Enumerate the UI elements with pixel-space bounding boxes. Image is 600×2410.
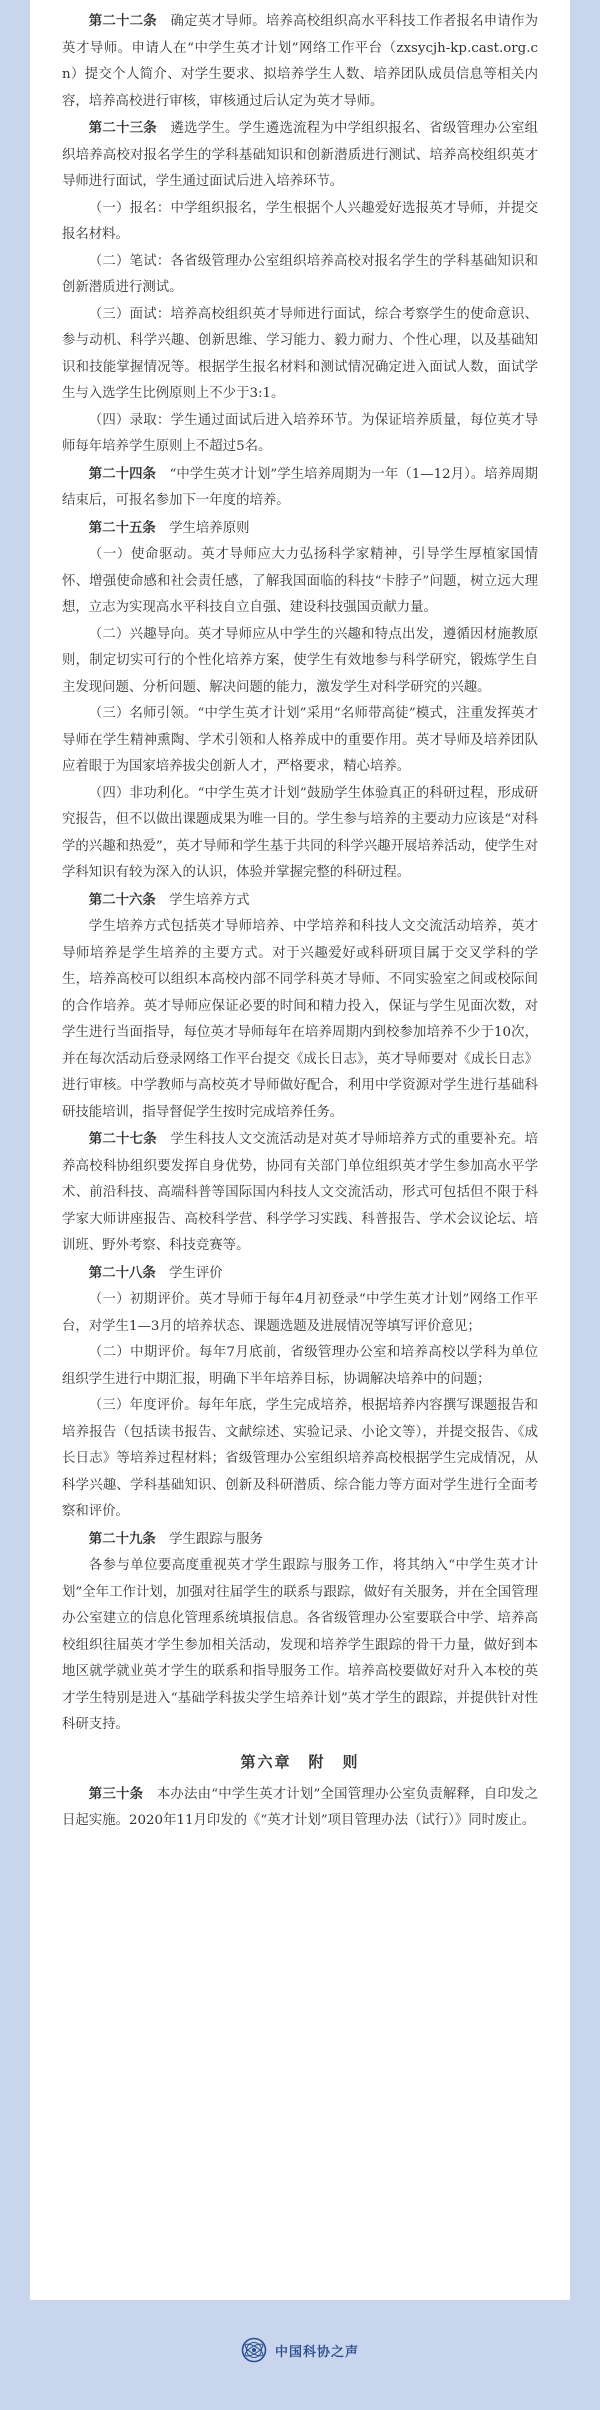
paragraph-text: （四）录取：学生通过面试后进入培养环节。为保证培养质量，每位英才导师每年培养学生原则上不超过5名。 (62, 412, 538, 454)
footer-brand (0, 2330, 600, 2370)
article-lead: 第二十九条 (88, 1530, 156, 1547)
article-lead: 第二十七条 (88, 1131, 157, 1147)
chapter-heading: 第六章 附 则 (240, 1752, 360, 1771)
article-lead: 第二十四条 (88, 465, 156, 482)
paragraph-text: 学生培养方式 (169, 892, 250, 908)
article-lead: 第二十六条 (88, 891, 156, 908)
sub-paragraph (62, 914, 538, 1126)
paragraph-text: （一）使命驱动。英才导师应大力弘扬科学家精神，引导学生厚植家国情怀、增强使命感和社会责任感，了解我国面临的科技“卡脖子”问题，树立远大理想，立志为实现高水平科技自立自强、建设科技强国贡献力量。 (62, 547, 538, 615)
sub-paragraph (62, 542, 538, 622)
article-paragraph (62, 115, 538, 196)
clauses-section (62, 8, 538, 1739)
sub-paragraph (62, 701, 538, 781)
article-paragraph (62, 1126, 538, 1260)
paragraph-text: （三）面试：培养高校组织英才导师进行面试，综合考察学生的使命意识、参与动机、科学兴趣、创新思维、学习能力、毅力耐力、个性心理，以及基础知识和技能掌握情况等。根据学生报名材料和测试情况确定进入面试人数，面试学生与入选学生比例原则上不少于3:1。 (62, 306, 538, 401)
article-paragraph (62, 461, 538, 515)
article-lead: 第三十条 (88, 1785, 144, 1802)
paragraph-text: （四）非功利化。“中学生英才计划”鼓励学生体验真正的科研过程，形成研究报告，但不以做出课题成果为唯一目的。学生参与培养的主要动力应该是“对科学的兴趣和热爱”，英才导师和学生基于共同的科学兴趣开展培养活动，使学生对学科知识有较为深入的认识，体验并掌握完整的科研过程。 (62, 785, 538, 880)
sub-paragraph (62, 1287, 538, 1340)
paragraph-text: 学生评价 (169, 1265, 223, 1281)
article-body (30, 0, 570, 2300)
paragraph-text: （二）笔试：各省级管理办公室组织培养高校对报名学生的学科基础知识和创新潜质进行测试。 (62, 253, 538, 295)
paragraph-text: （一）报名：中学组织报名，学生根据个人兴趣爱好选报英才导师，并提交报名材料。 (62, 200, 538, 242)
sub-paragraph (62, 1553, 538, 1739)
article-paragraph (62, 1260, 538, 1288)
sub-paragraph (62, 781, 538, 887)
article-lead: 第二十三条 (88, 120, 157, 136)
cast-logo-icon (241, 2337, 267, 2363)
article-text: 本办法由“中学生英才计划”全国管理办公室负责解释，自印发之日起实施。2020年11月印发的《“英才计划”项目管理办法（试行）》同时废止。 (62, 1786, 539, 1828)
article-lead: 第二十二条 (88, 13, 157, 29)
article-paragraph (62, 515, 538, 543)
paragraph-text: 各参与单位要高度重视英才学生跟踪与服务工作，将其纳入“中学生英才计划”全年工作计划，加强对往届学生的联系与跟踪，做好有关服务，并在全国管理办公室建立的信息化管理系统填报信息。各省级管理办公室要联合中学、培养高校组织往届英才学生参加相关活动，发现和培养学生跟踪的骨干力量，做好到本地区就学就业英才学生的联系和指导服务工作。培养高校要做好对升入本校的英才学生特别是进入“基础学科拔尖学生培养计划”英才学生的跟踪，并提供针对性科研支持。 (62, 1558, 538, 1732)
paragraph-text: （三）年度评价。每年年底，学生完成培养，根据培养内容撰写课题报告和培养报告（包括读书报告、文献综述、实验记录、小论文等），并提交报告、《成长日志》等培养过程材料；省级管理办公室组织培养高校根据学生完成情况，从科学兴趣、学科基础知识、创新及科研潜质、综合能力等方面对学生进行全面考察和评价。 (62, 1398, 538, 1519)
sub-paragraph (62, 302, 538, 408)
paragraph-text: 学生跟踪与服务 (169, 1531, 263, 1547)
article-30-paragraph (62, 1781, 538, 1835)
paragraph-text: （二）中期评价。每年7月底前，省级管理办公室和培养高校以学科为单位组织学生进行中期汇报，明确下半年培养目标，协调解决培养中的问题； (62, 1345, 538, 1387)
paragraph-text: （一）初期评价。英才导师于每年4月初登录“中学生英才计划”网络工作平台，对学生1—3月的培养状态、课题选题及进展情况等填写评价意见； (62, 1292, 538, 1334)
footer-name: 中国科协之声 (274, 2344, 359, 2360)
article-paragraph (62, 8, 538, 115)
paragraph-text: （三）名师引领。“中学生英才计划”采用“名师带高徒”模式，注重发挥英才导师在学生精神熏陶、学术引领和人格养成中的重要作用。英才导师及培养团队应着眼于为国家培养拔尖创新人才，严格要求，精心培养。 (62, 706, 538, 774)
sub-paragraph (62, 408, 538, 461)
sub-paragraph (62, 249, 538, 302)
sub-paragraph (62, 1340, 538, 1393)
sub-paragraph (62, 1393, 538, 1526)
paragraph-text: 确定英才导师。培养高校组织高水平科技工作者报名申请作为英才导师。申请人在“中学生英才计划”网络工作平台（zxsycjh-kp.cast.org.cn）提交个人简介、对学生要求、拟培养学生人数、培养团队成员信息等相关内容，培养高校进行审核，审核通过后认定为英才导师。 (62, 14, 539, 109)
article-paragraph (62, 887, 538, 915)
article-paragraph (62, 1526, 538, 1554)
sub-paragraph (62, 622, 538, 702)
article-lead: 第二十八条 (88, 1264, 156, 1281)
paragraph-text: 学生培养原则 (169, 520, 250, 536)
paragraph-text: 学生科技人文交流活动是对英才导师培养方式的重要补充。培养高校科协组织要发挥自身优势，协同有关部门单位组织英才学生参加高水平学术、前沿科技、高端科普等国际国内科技人文交流活动，形式可包括但不限于科学家大师讲座报告、高校科学营、科学学习实践、科普报告、学术会议论坛、培训班、野外考察、科技竞赛等。 (62, 1132, 539, 1253)
paragraph-text: 遴选学生。学生遴选流程为中学组织报名、省级管理办公室组织培养高校对报名学生的学科基础知识和创新潜质进行测试、培养高校组织英才导师进行面试，学生通过面试后进入培养环节。 (62, 121, 539, 189)
paragraph-text: 学生培养方式包括英才导师培养、中学培养和科技人文交流活动培养，英才导师培养是学生培养的主要方式。对于兴趣爱好或科研项目属于交叉学科的学生，培养高校可以组织本高校内部不同学科英才导师、不同实验室之间或校际间的合作培养。英才导师应保证必要的时间和精力投入，保证与学生见面次数，对学生进行当面指导，每位英才导师每年在培养周期内到校参加培养不少于10次，并在每次活动后登录网络工作平台提交《成长日志》，英才导师要对《成长日志》进行审核。中学教师与高校英才导师做好配合，利用中学资源对学生进行基础科研技能培训，指导督促学生按时完成培养任务。 (62, 919, 538, 1120)
article-lead: 第二十五条 (88, 519, 156, 536)
paragraph-text: （二）兴趣导向。英才导师应从中学生的兴趣和特点出发，遵循因材施教原则，制定切实可行的个性化培养方案，使学生有效地参与科学研究，锻炼学生自主发现问题、分析问题、解决问题的能力，激发学生对科学研究的兴趣。 (62, 626, 538, 695)
paragraph-text: “中学生英才计划”学生培养周期为一年（1—12月）。培养周期结束后，可报名参加下一年度的培养。 (62, 466, 539, 508)
sub-paragraph (62, 196, 538, 249)
